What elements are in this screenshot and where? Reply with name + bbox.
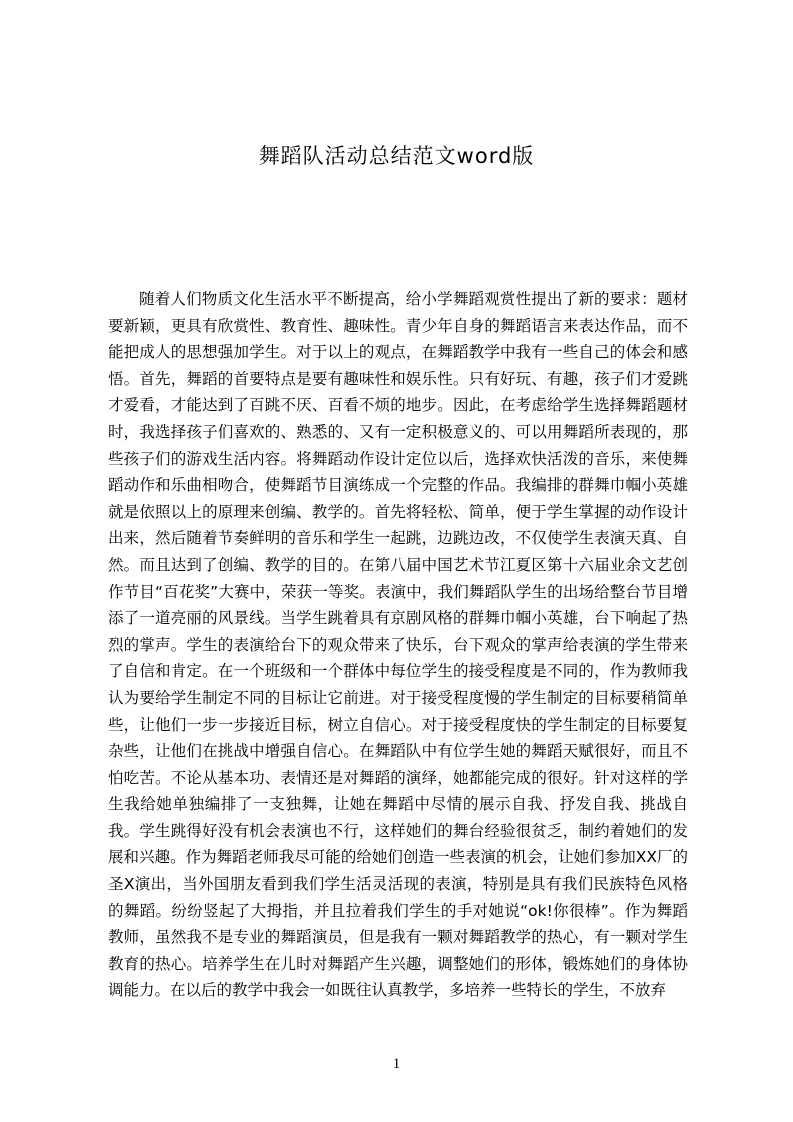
page-number: 1 <box>392 1056 401 1072</box>
document-title: 舞蹈队活动总结范文word版 <box>258 144 535 168</box>
body-paragraph: 随着人们物质文化生活水平不断提高，给小学舞蹈观赏性提出了新的要求：题材要新颖，更具有欣赏性、教育性、趣味性。青少年自身的舞蹈语言来表达作品，而不能把成人的思想强加学生。对于以上的观点，在舞蹈教学中我有一些自己的体会和感悟。首先，舞蹈的首要特点是要有趣味性和娱乐性。只有好玩、有趣，孩子们才爱跳才爱看，才能达到了百跳不厌、百看不烦的地步。因此，在考虑给学生选择舞蹈题材时，我选择孩子们喜欢的、熟悉的、又有一定积极意义的、可以用舞蹈所表现的，那些孩子们的游戏生活内容。将舞蹈动作设计定位以后，选择欢快活泼的音乐，来使舞蹈动作和乐曲相吻合，使舞蹈节目演练成一个完整的作品。我编排的群舞巾帼小英雄就是依照以上的原理来创编、教学的。首先将轻松、简单，便于学生掌握的动作设计出来，然后随着节奏鲜明的音乐和学生一起跳，边跳边改，不仅使学生表演天真、自然。而且达到了创编、教学的目的。在第八届中国艺术节江夏区第十六届业余文艺创作节目“百花奖”大赛中，荣获一等奖。表演中，我们舞蹈队学生的出场给整台节目增添了一道亮丽的风景线。当学生跳着具有京剧风格的群舞巾帼小英雄，台下响起了热烈的掌声。学生的表演给台下的观众带来了快乐，台下观众的掌声给表演的学生带来了自信和肯定。在一个班级和一个群体中每位学生的接受程度是不同的，作为教师我认为要给学生制定不同的目标让它前进。对于接受程度慢的学生制定的目标要稍简单些，让他们一步一步接近目标，树立自信心。对于接受程度快的学生制定的目标要复杂些，让他们在挑战中增强自信心。在舞蹈队中有位学生她的舞蹈天赋很好，而且不怕吃苦。不论从基本功、表情还是对舞蹈的演绎，她都能完成的很好。针对这样的学生我给她单独编排了一支独舞，让她在舞蹈中尽情的展示自我、抒发自我、挑战自我。学生跳得好没有机会表演也不行，这样她们的舞台经验很贫乏，制约着她们的发展和兴趣。作为舞蹈老师我尽可能的给她们创造一些表演的机会，让她们参加XX厂的圣X演出，当外国朋友看到我们学生活灵活现的表演，特别是具有我们民族特色风格的舞蹈。纷纷竖起了大拇指，并且拉着我们学生的手对她说“ok!你很棒”。作为舞蹈教师，虽然我不是专业的舞蹈演员，但是我有一颗对舞蹈教学的热心，有一颗对学生教育的热心。培养学生在儿时对舞蹈产生兴趣，调整她们的形体，锻炼她们的身体协调能力。在以后的教学中我会一如既往认真教学，多培养一些特长的学生，不放弃 <box>108 290 688 1000</box>
